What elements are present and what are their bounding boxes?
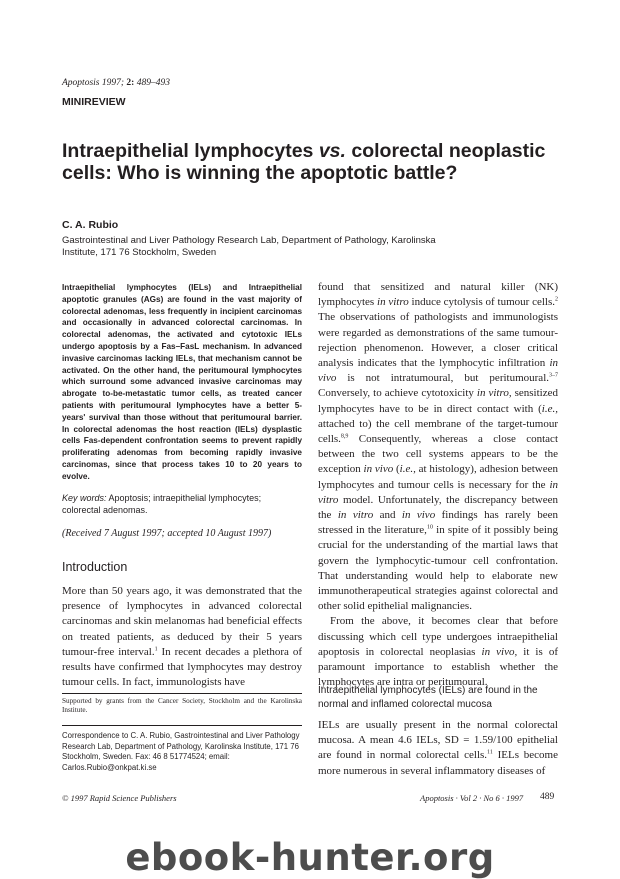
page-number: 489 bbox=[540, 792, 555, 802]
section-tag: MINIREVIEW bbox=[62, 96, 126, 108]
keywords-label: Key words: bbox=[62, 493, 107, 503]
copyright-notice: © 1997 Rapid Science Publishers bbox=[62, 793, 177, 803]
section-iels-paragraph: IELs are usually present in the normal colorectal mucosa. A mean 4.6 IELs, SD = 1.59/100 epithelial are found in normal colorectal cells.$^{11}$ IELs become more numerous in several inflammatory diseases of bbox=[318, 719, 558, 777]
received-dates: (Received 7 August 1997; accepted 10 August 1997) bbox=[62, 528, 272, 539]
correspondence-note: Correspondence to C. A. Rubio, Gastrointestinal and Liver Pathology Research Lab, Department of Pathology, Karolinska Institute, 171 76 Stockholm, Sweden. Fax: 46 8 51774524; email: Carlos.Rubio@onkpat.ki.se bbox=[62, 731, 300, 772]
keywords-list: Apoptosis; intraepithelial lymphocytes; colorectal adenomas. bbox=[62, 493, 262, 515]
author-affiliation: Gastrointestinal and Liver Pathology Research Lab, Department of Pathology, Karolinska Institute, 171 76 Stockholm, Sweden bbox=[62, 235, 436, 258]
watermark-text: ebook-hunter.org bbox=[125, 836, 495, 879]
keywords bbox=[62, 492, 302, 516]
footer-journal-info: Apoptosis · Vol 2 · No 6 · 1997 bbox=[420, 793, 524, 803]
funding-note: Supported by grants from the Cancer Society, Stockholm and the Karolinska Institute. bbox=[62, 697, 302, 714]
journal-volume: 2: bbox=[126, 78, 135, 88]
article-title: Intraepithelial lymphocytes vs. colorectal neoplastic cells: Who is winning the apoptotic battle? bbox=[62, 140, 546, 184]
section-heading-iels: Intraepithelial lymphocytes (IELs) are found in the normal and inflamed colorectal mucosa bbox=[318, 685, 538, 710]
journal-year: 1997; bbox=[101, 78, 125, 88]
correspondence-divider bbox=[62, 725, 302, 726]
journal-reference bbox=[62, 78, 170, 88]
introduction-paragraph-left: More than 50 years ago, it was demonstrated that the presence of lymphocytes in advanced colorectal carcinomas and skin melanomas had beneficial effects on treated patients, as deduced by their 5 years tumour-free interval.$^1$ In recent decades a plethora of results have confirmed that lymphocytes may destroy tumour cells. In fact, immunologists have bbox=[62, 585, 302, 689]
introduction-paragraph-right: found that sensitized and natural killer (NK) lymphocytes in vitro induce cytolysis of tumour cells.$^2$ The observations of pathologists and immunologists were regarded as demonstrations of the same tumour-rejection phenomenon. However, a closer critical analysis indicates that the lymphocytic infiltration in vivo is not intratumoural, but peritumoural.$^{3-7}$ Conversely, to achieve cytotoxicity in vitro, sensitized lymphocytes have to be in direct contact with (i.e., attached to) the cell membrane of the target-tumour cells.$^{8,9}$ Consequently, whereas a close contact between the two cell systems appears to be the exception in vivo (i.e., at histology), adhesion between lymphocytes and tumour cells is necessary for the in vitro model. Unfortunately, the discrepancy between the in vitro and in vivo findings has rarely been stressed in the literature,$^{10}$ in spite of it possibly being crucial for the understanding of the martial laws that govern the lymphocytic-tumour cell confrontation. That understanding would help to elaborate new immunotherapeutical strategies against colorectal and other solid epithelial malignancies. From the above, it becomes clear that before discussing which cell type undergoes intraepithelial apoptosis in colorectal neoplasias in vivo, it is of paramount importance to establish whether the lymphocytes are intra or peritumoural. bbox=[318, 281, 558, 689]
journal-pages: 489–493 bbox=[136, 78, 170, 88]
author-name: C. A. Rubio bbox=[62, 219, 119, 231]
journal-name: Apoptosis bbox=[62, 78, 100, 88]
introduction-heading: Introduction bbox=[62, 560, 128, 574]
abstract: Intraepithelial lymphocytes (IELs) and Intraepithelial apoptotic granules (AGs) are found in the vast majority of colorectal adenomas, less frequently in incipient carcinomas and occasionally in advanced colorectal carcinomas. In colorectal adenomas, the activated and cytotoxic IELs undergo apoptosis by a Fas–FasL mechanism. In advanced invasive carcinomas lacking IELs, that mechanism cannot be activated. On the other hand, the peritumoural lymphocytes which surround some advanced invasive carcinomas may abrogate to-be-metastatic tumor cells, as treated cancer patients with peritumoural lymphocytes have a better 5-years' survival than those without that peritumoural barrier. In colorectal adenomas the host reaction (IELs) dysplastic cells Fas-dependent confrontation seems to prevent rapidly proliferating adenomas from becoming rapidly invasive carcinomas, since that process takes 10 to 20 years to evolve. bbox=[62, 283, 302, 481]
footnote-divider bbox=[62, 693, 302, 694]
